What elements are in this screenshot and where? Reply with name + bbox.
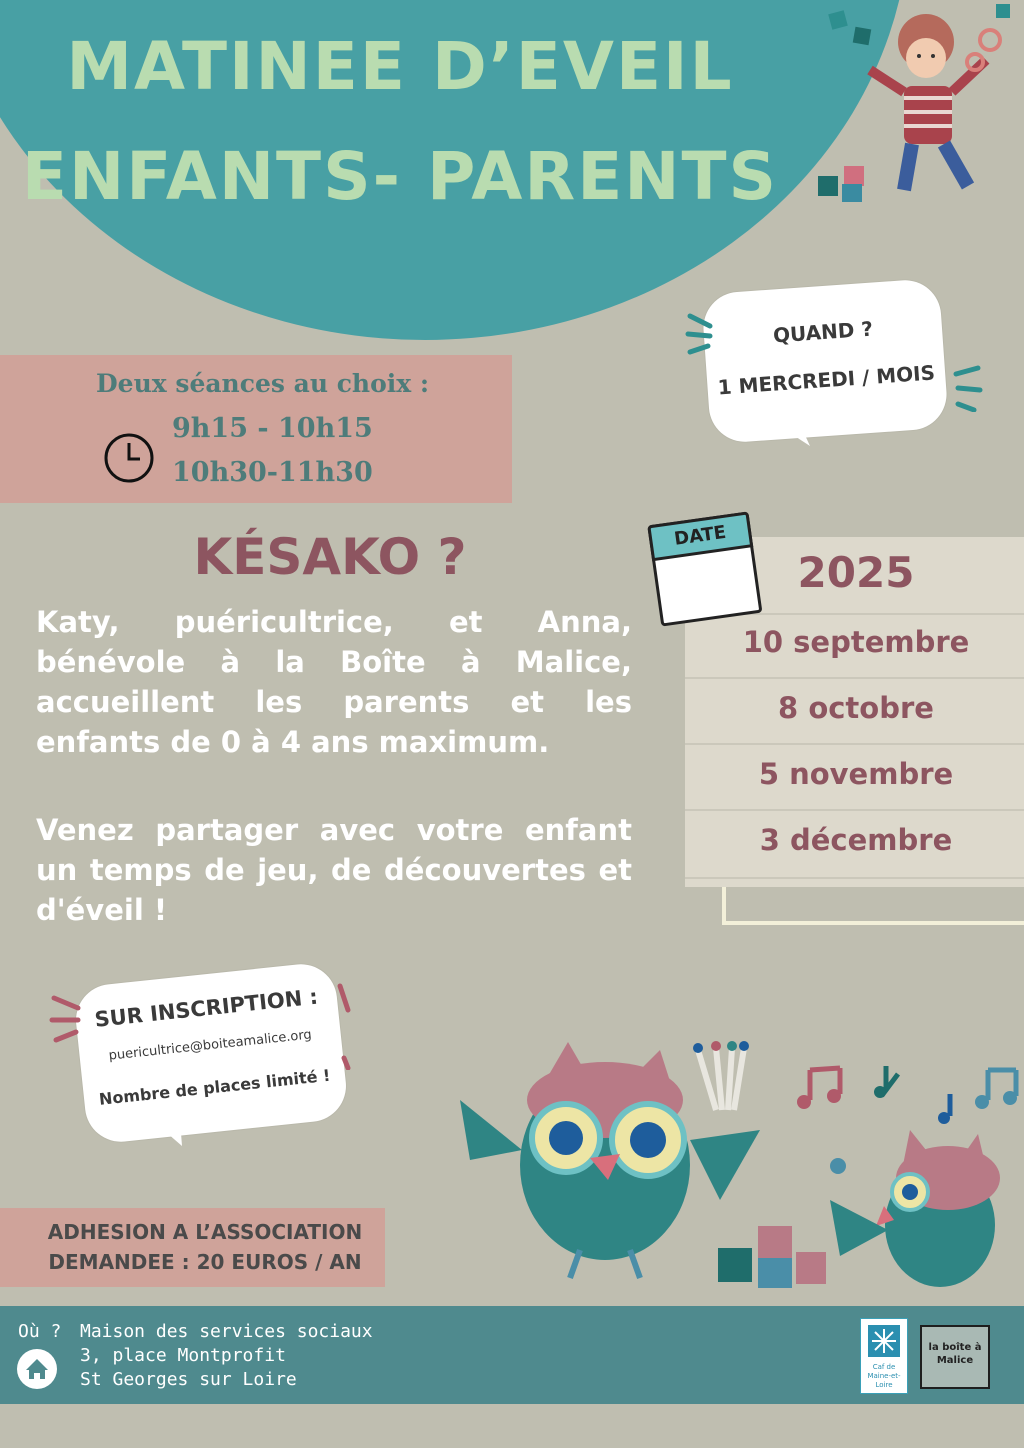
date-item: 3 décembre bbox=[759, 823, 953, 857]
caf-logo bbox=[860, 1318, 908, 1394]
caf-logo-text: Caf de Maine-et-Loire bbox=[867, 1363, 901, 1389]
splash-marks-icon-right bbox=[334, 980, 358, 1070]
address-line-3: St Georges sur Loire bbox=[80, 1369, 297, 1390]
session-time-1: 9h15 - 10h15 bbox=[172, 413, 373, 444]
boite-logo-text: la boîte à Malice bbox=[928, 1342, 982, 1366]
date-item: 10 septembre bbox=[742, 625, 970, 659]
date-item: 8 octobre bbox=[778, 691, 934, 725]
bubble-tail-icon bbox=[152, 1120, 192, 1150]
splash-marks-icon-right bbox=[950, 360, 984, 412]
page-title-line2: ENFANTS- PARENTS bbox=[21, 138, 779, 215]
membership-line2: DEMANDEE : 20 EUROS / AN bbox=[48, 1250, 362, 1274]
inscription-speech-bubble bbox=[72, 961, 349, 1146]
home-icon bbox=[16, 1348, 58, 1390]
splash-marks-icon bbox=[684, 308, 718, 360]
when-speech-bubble bbox=[701, 278, 949, 444]
sessions-panel bbox=[0, 355, 512, 503]
caf-snowflake-icon bbox=[861, 1323, 907, 1359]
splash-marks-icon bbox=[48, 988, 88, 1048]
membership-panel bbox=[0, 1208, 385, 1287]
page-title-line1: MATINEE D’EVEIL bbox=[66, 28, 734, 105]
clock-icon bbox=[102, 431, 156, 485]
address-line-1: Maison des services sociaux bbox=[80, 1321, 373, 1342]
where-label: Où ? bbox=[18, 1321, 62, 1342]
child-juggling-illustration bbox=[800, 0, 1024, 210]
description-paragraph: Katy, puéricultrice, et Anna, bénévole à la Boîte à Malice, accueillent les parents et les enfants de 0 à 4 ans maximum. bbox=[36, 605, 632, 759]
date-item: 5 novembre bbox=[758, 757, 954, 791]
when-label: QUAND ? bbox=[772, 316, 874, 348]
when-value: 1 MERCREDI / MOIS bbox=[716, 360, 936, 400]
kesako-title: KÉSAKO ? bbox=[193, 528, 467, 586]
sessions-title: Deux séances au choix : bbox=[96, 369, 430, 398]
invitation-paragraph: Venez partager avec votre enfant un temps de jeu, de découvertes et d'éveil ! bbox=[36, 813, 632, 927]
session-time-2: 10h30-11h30 bbox=[172, 457, 373, 488]
calendar-icon bbox=[647, 511, 762, 628]
boite-a-malice-logo bbox=[920, 1325, 990, 1389]
membership-line1: ADHESION A L’ASSOCIATION bbox=[47, 1220, 363, 1244]
inscription-note: Nombre de places limité ! bbox=[98, 1065, 332, 1109]
owls-illustration bbox=[440, 1030, 1024, 1300]
inscription-title: SUR INSCRIPTION : bbox=[93, 984, 320, 1032]
calendar-label: DATE bbox=[647, 511, 753, 561]
inscription-email: puericultrice@boiteamalice.org bbox=[107, 1027, 313, 1064]
bubble-tail-icon bbox=[770, 420, 816, 450]
dates-year: 2025 bbox=[797, 548, 915, 597]
address-line-2: 3, place Montprofit bbox=[80, 1345, 286, 1366]
